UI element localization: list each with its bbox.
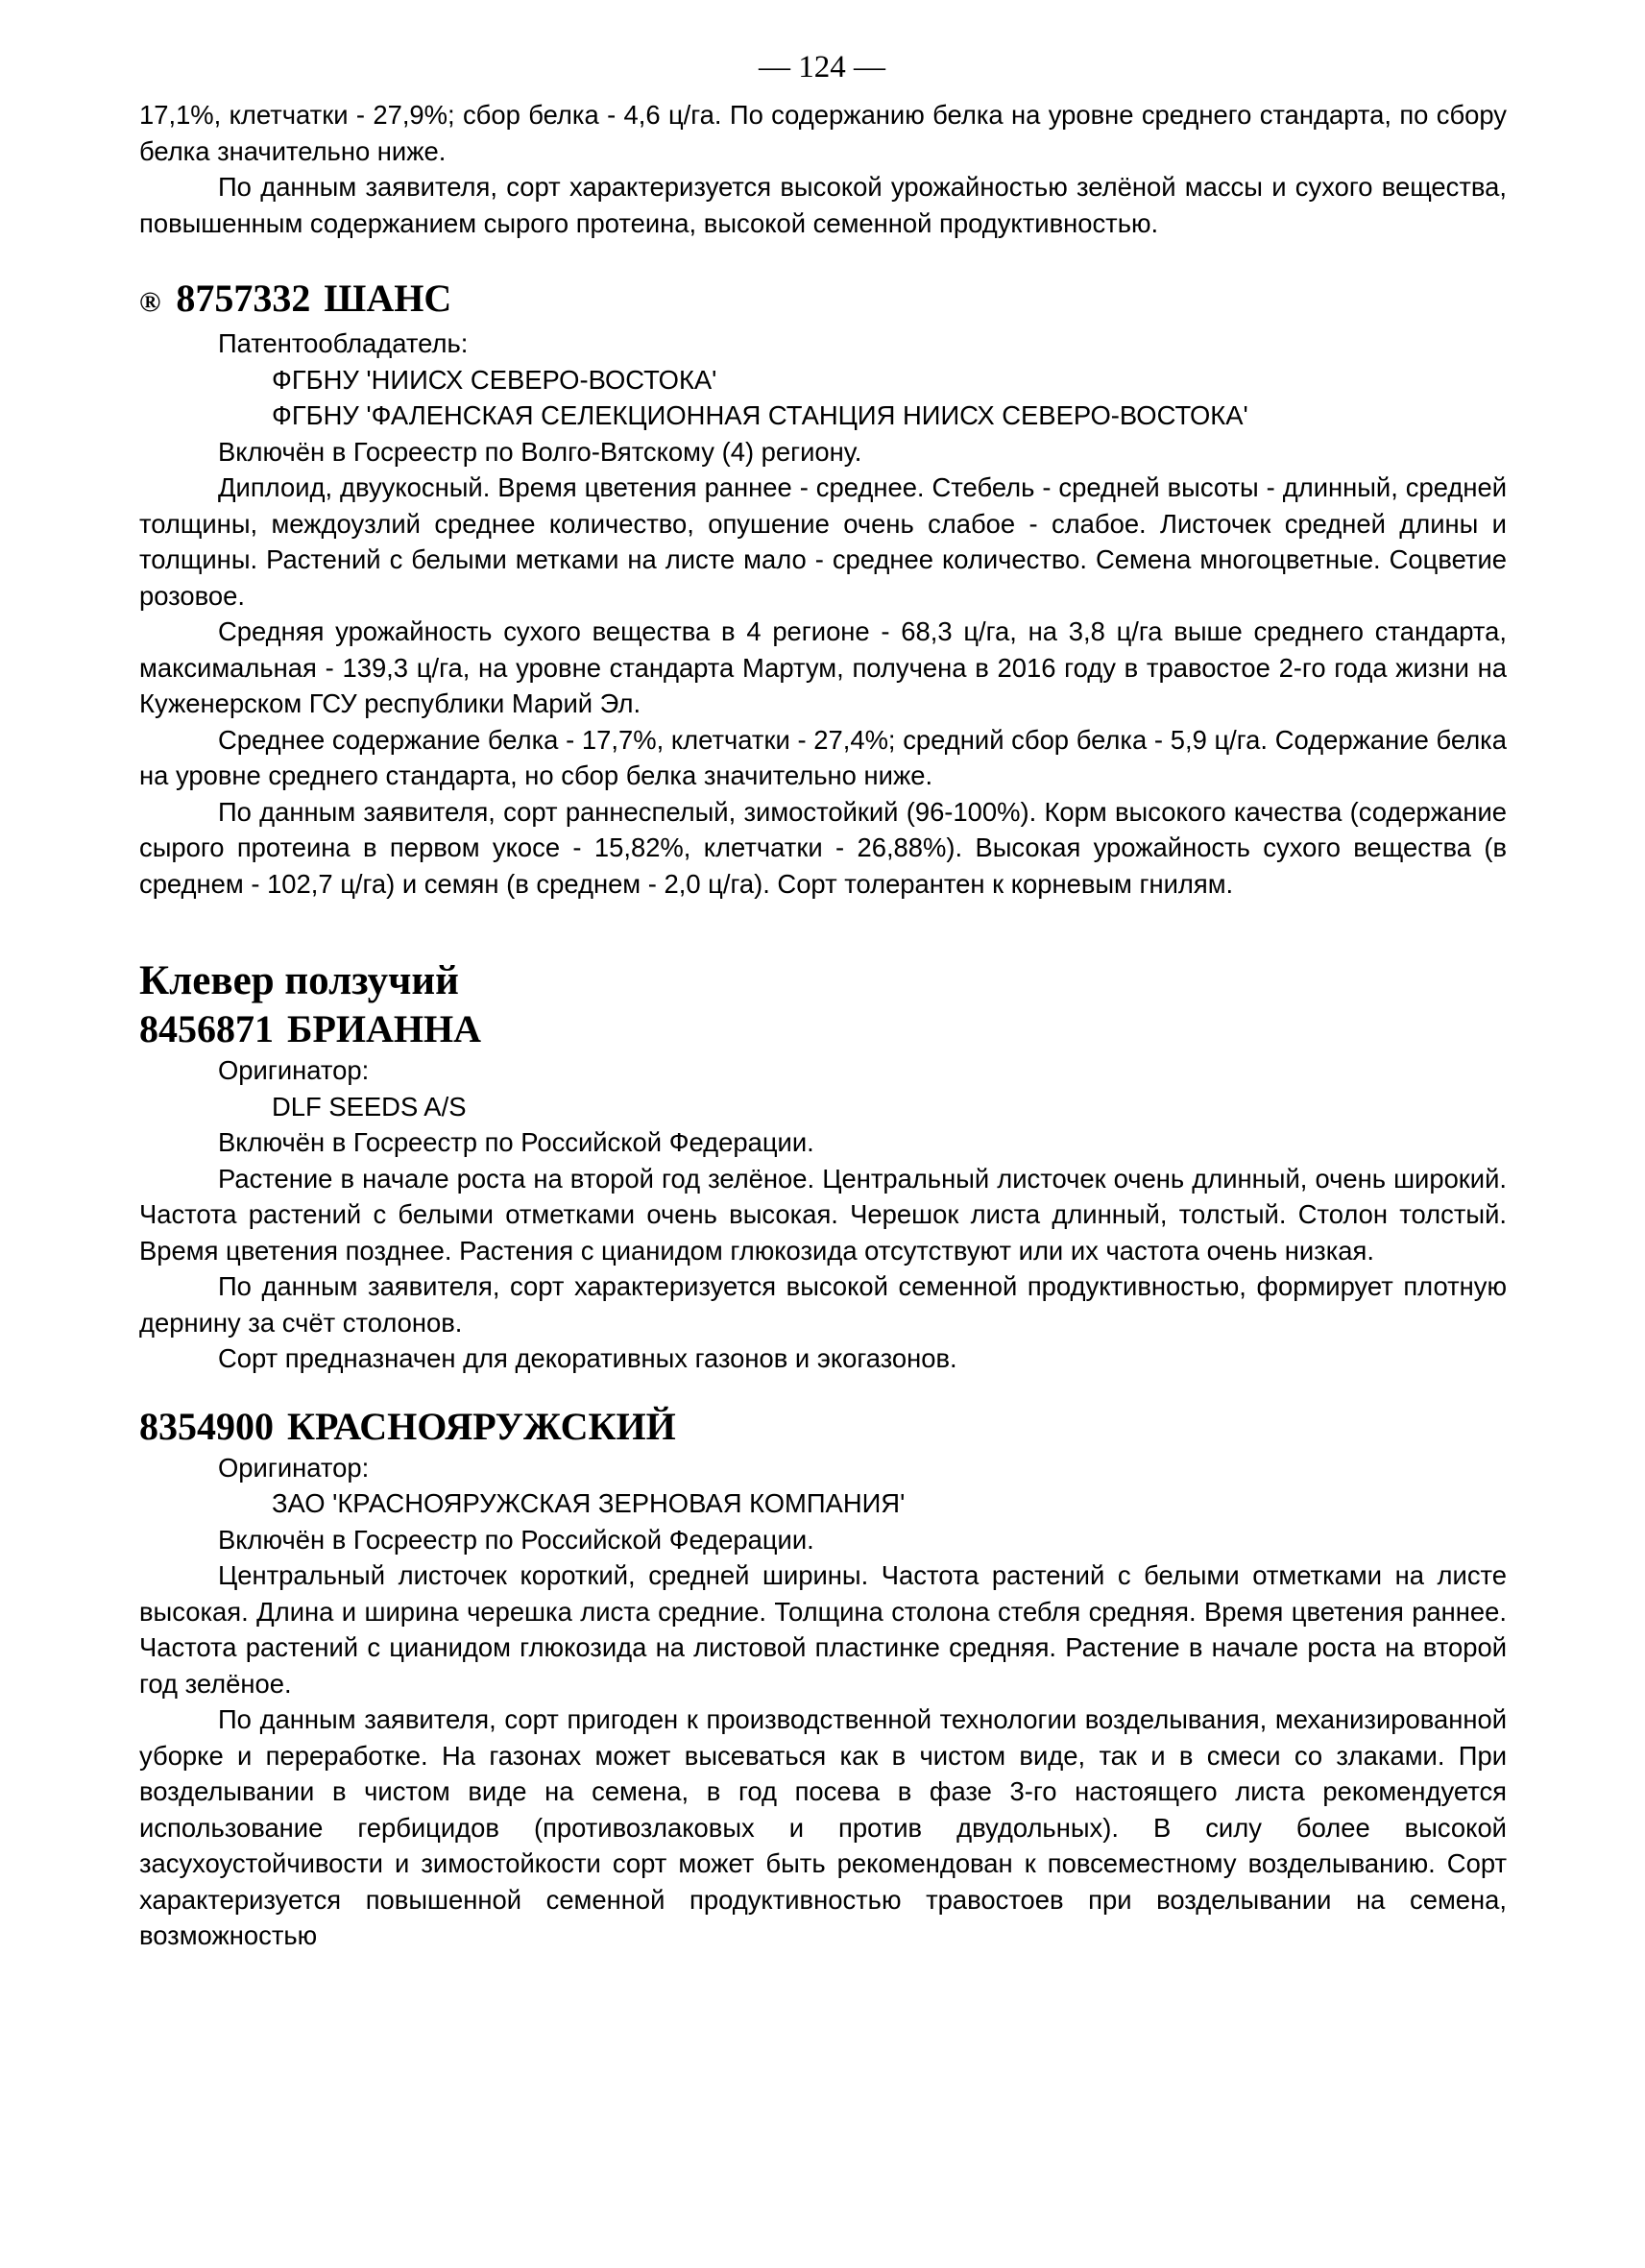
originator-label: Оригинатор: bbox=[218, 1452, 370, 1483]
protein-paragraph: Среднее содержание белка - 17,7%, клетчатки - 27,4%; средний сбор белка - 5,9 ц/га. Содержание белка на уровне среднего стандарта, но сбор белка значительно ниже. bbox=[139, 724, 1507, 790]
holder-2: ФГБНУ 'ФАЛЕНСКАЯ СЕЛЕКЦИОННАЯ СТАНЦИЯ НИИСХ СЕВЕРО-ВОСТОКА' bbox=[272, 400, 1248, 430]
registered-mark-icon: ® bbox=[139, 286, 161, 318]
registry-info: Включён в Госреестр по Волго-Вятскому (4) региону. bbox=[218, 436, 862, 467]
description-paragraph: Диплоид, двуукосный. Время цветения раннее - среднее. Стебель - средней высоты - длинный, средней толщины, междоузлий среднее количество, опушение очень слабое - слабое. Листочек средней длины и толщины. Растений с белыми метками на листе мало - среднее количество. Семена многоцветные. Соцветие розовое. bbox=[139, 472, 1507, 611]
applicant-paragraph: По данным заявителя, сорт пригоден к производственной технологии возделывания, механизированной уборке и переработке. На газонах может высеваться как в чистом виде, так и в смеси со злаками. При возделывании в чистом виде на семена, в год посева в фазе 3-го настоящего листа рекомендуется использование гербицидов (противозлаковых и против двудольных). В силу более высокой засухоустойчивости и зимостойкости сорт может быть рекомендован к повсеместному возделыванию. Сорт характеризуется повышенной семенной продуктивностью травостоев при возделывании на семена, возможностью bbox=[139, 1704, 1507, 1950]
originator-name: ЗАО 'КРАСНОЯРУЖСКАЯ ЗЕРНОВАЯ КОМПАНИЯ' bbox=[272, 1488, 906, 1518]
holder-1: ФГБНУ 'НИИСХ СЕВЕРО-ВОСТОКА' bbox=[272, 364, 717, 395]
description-paragraph: Центральный листочек короткий, средней ширины. Частота растений с белыми отметками на листе высокая. Длина и ширина черешка листа средние. Толщина столона стебля средняя. Время цветения раннее. Частота растений с цианидом глюкозида на листовой пластинке средняя. Растение в начале роста на второй год зелёное. bbox=[139, 1560, 1507, 1699]
intro-paragraph-1: 17,1%, клетчатки - 27,9%; сбор белка - 4,6 ц/га. По содержанию белка на уровне среднего стандарта, по сбору белка значительно ниже. bbox=[139, 100, 1507, 166]
registry-info: Включён в Госреестр по Российской Федерации. bbox=[218, 1127, 814, 1157]
variety-name: КРАСНОЯРУЖСКИЙ bbox=[287, 1404, 676, 1448]
species-heading: Клевер ползучий bbox=[139, 958, 459, 1003]
variety-heading-krasnoyaruzhsky bbox=[139, 1404, 1507, 1450]
originator-name: DLF SEEDS A/S bbox=[272, 1091, 467, 1122]
variety-code: 8354900 bbox=[139, 1404, 274, 1448]
purpose-paragraph: Сорт предназначен для декоративных газонов и экогазонов. bbox=[218, 1343, 957, 1373]
originator-label: Оригинатор: bbox=[218, 1055, 370, 1085]
variety-name: ШАНС bbox=[324, 277, 452, 320]
variety-name: БРИАННА bbox=[287, 1007, 481, 1050]
description-paragraph: Растение в начале роста на второй год зелёное. Центральный листочек очень длинный, очень широкий. Частота растений с белыми отметками очень высокая. Черешок листа длинный, толстый. Столон толстый. Время цветения позднее. Растения с цианидом глюкозида отсутствуют или их частота очень низкая. bbox=[139, 1163, 1507, 1266]
variety-heading-shans bbox=[139, 276, 1507, 326]
variety-code: 8757332 bbox=[176, 277, 311, 320]
document-page bbox=[139, 46, 1507, 1954]
registry-info: Включён в Госреестр по Российской Федерации. bbox=[218, 1524, 814, 1555]
applicant-paragraph: По данным заявителя, сорт характеризуется высокой семенной продуктивностью, формирует плотную дернину за счёт столонов. bbox=[139, 1271, 1507, 1338]
applicant-paragraph: По данным заявителя, сорт раннеспелый, зимостойкий (96-100%). Корм высокого качества (содержание сырого протеина в первом укосе - 15,82%, клетчатки - 26,88%). Высокая урожайность сухого вещества (в среднем - 102,7 ц/га) и семян (в среднем - 2,0 ц/га). Сорт толерантен к корневым гнилям. bbox=[139, 796, 1507, 899]
variety-code: 8456871 bbox=[139, 1007, 274, 1050]
holder-label: Патентообладатель: bbox=[218, 328, 469, 358]
variety-heading-brianna bbox=[139, 1006, 1507, 1052]
page-number: — 124 — bbox=[759, 50, 885, 84]
intro-paragraph-2: По данным заявителя, сорт характеризуется высокой урожайностью зелёной массы и сухого вещества, повышенным содержанием сырого протеина, высокой семенной продуктивностью. bbox=[139, 172, 1507, 238]
yield-paragraph: Средняя урожайность сухого вещества в 4 регионе - 68,3 ц/га, на 3,8 ц/га выше среднего стандарта, максимальная - 139,3 ц/га, на уровне стандарта Мартум, получена в 2016 году в травостое 2-го года жизни на Куженерском ГСУ республики Марий Эл. bbox=[139, 616, 1507, 718]
